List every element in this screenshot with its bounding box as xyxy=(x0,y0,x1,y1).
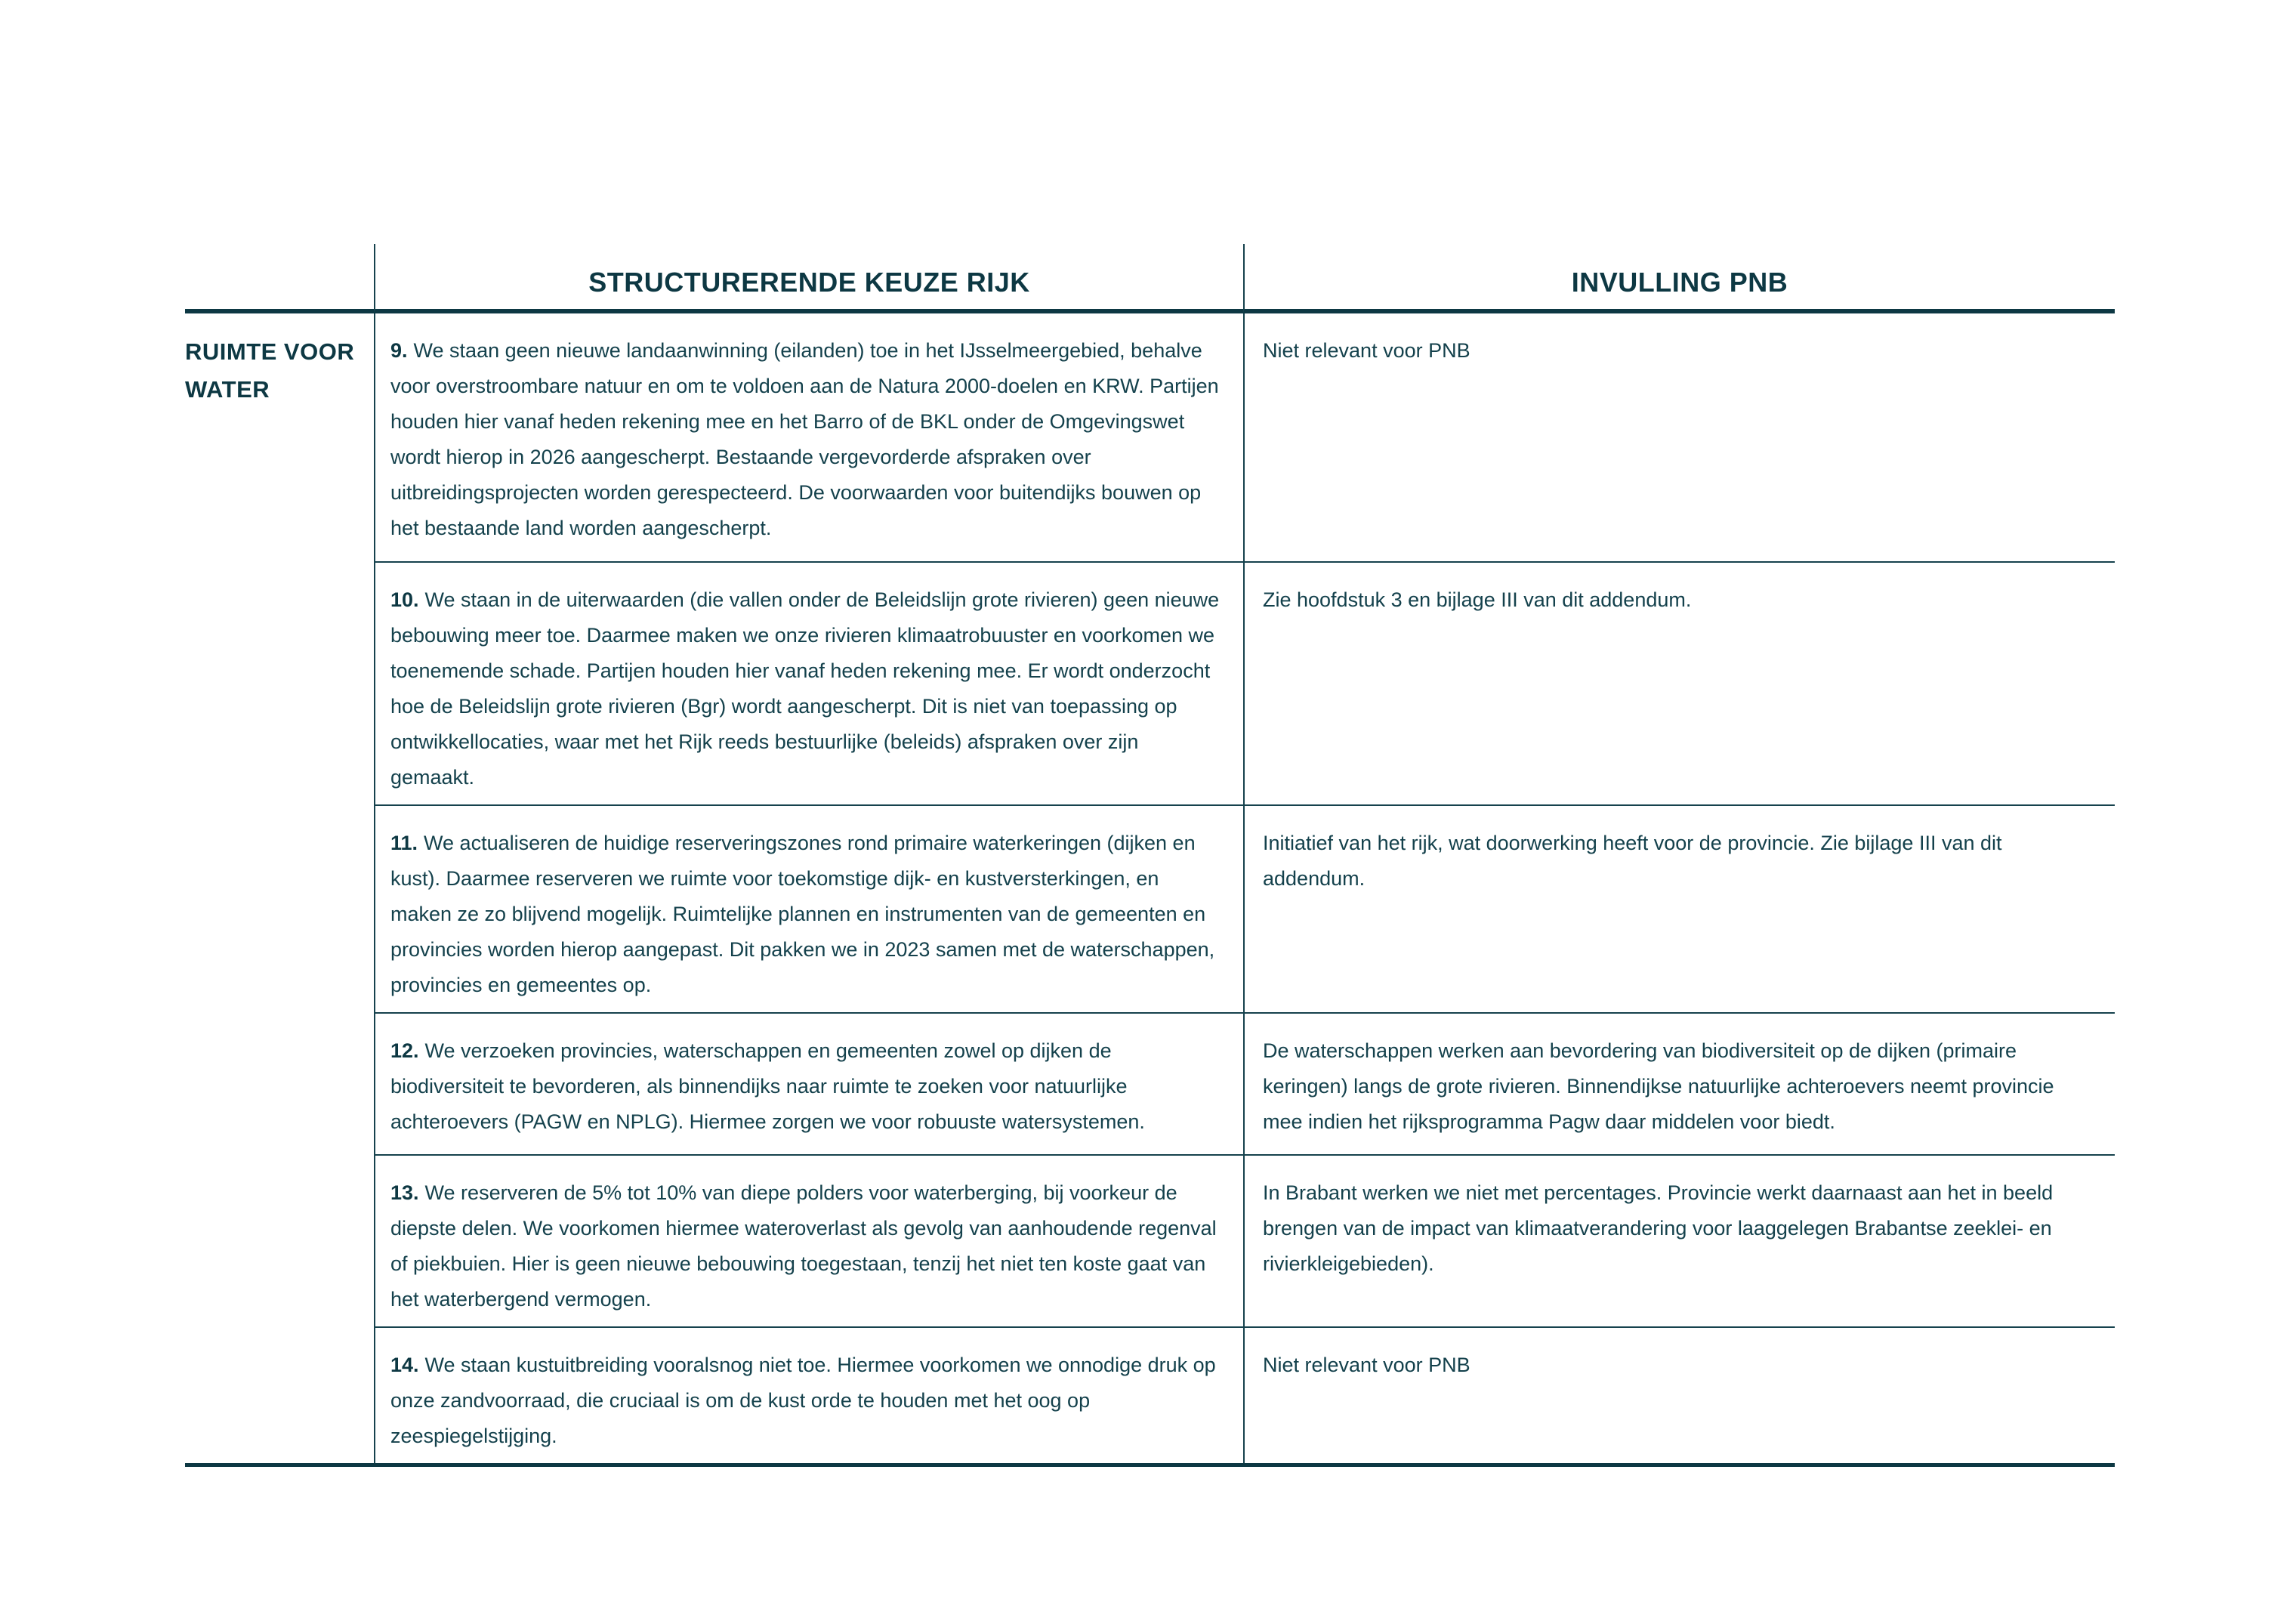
invulling-cell-12 xyxy=(1243,1012,2115,1154)
invulling-text: De waterschappen werken aan bevordering van biodiversiteit op de dijken (primaire keringen) langs de grote rivieren. Binnendijkse natuurlijke achteroevers neemt provincie mee indien het rijksprogramma Pagw daar middelen voor biedt. xyxy=(1263,1039,2054,1133)
label-column-header xyxy=(185,244,374,313)
label-spacer xyxy=(185,1154,374,1326)
invulling-text: In Brabant werken we niet met percentages. Provincie werkt daarnaast aan het in beeld brengen van de impact van klimaatverandering voor laaggelegen Brabantse zeeklei- en rivierkleigebieden). xyxy=(1263,1181,2054,1275)
keuze-cell-11 xyxy=(374,804,1243,1012)
keuze-text: We actualiseren de huidige reserveringszones rond primaire waterkeringen (dijken en kust). Daarmee reserveren we ruimte voor toekomstige dijk- en kustversterkingen, en maken ze zo blijvend mogelijk. Ruimtelijke plannen en instrumenten van de gemeenten en provincies worden hierop aangepast. Dit pakken we in 2023 samen met de waterschappen, provincies en gemeentes op. xyxy=(390,832,1215,996)
label-spacer xyxy=(185,1012,374,1154)
invulling-cell-14 xyxy=(1243,1326,2115,1463)
row-number: 10. xyxy=(390,588,419,611)
structurerende-keuze-table xyxy=(185,244,2115,1467)
keuze-text: We staan geen nieuwe landaanwinning (eilanden) toe in het IJsselmeergebied, behalve voor overstroombare natuur en om te voldoen aan de Natura 2000-doelen en KRW. Partijen houden hier vanaf heden rekening mee en het Barro of de BKL onder de Omgevingswet wordt hierop in 2026 aangescherpt. Bestaande vergevorderde afspraken over uitbreidingsprojecten worden gerespecteerd. De voorwaarden voor buitendijks bouwen op het bestaande land worden aangescherpt. xyxy=(390,339,1219,539)
invulling-text: Initiatief van het rijk, wat doorwerking heeft voor de provincie. Zie bijlage III van dit addendum. xyxy=(1263,832,2002,890)
label-spacer xyxy=(185,804,374,1012)
keuze-cell-13 xyxy=(374,1154,1243,1326)
label-spacer xyxy=(185,561,374,804)
keuze-cell-14 xyxy=(374,1326,1243,1463)
invulling-text: Niet relevant voor PNB xyxy=(1263,1354,1470,1376)
keuze-text: We verzoeken provincies, waterschappen en gemeenten zowel op dijken de biodiversiteit te bevorderen, als binnendijks naar ruimte te zoeken voor natuurlijke achteroevers (PAGW en NPLG). Hiermee zorgen we voor robuuste watersystemen. xyxy=(390,1039,1145,1133)
row-number: 12. xyxy=(390,1039,419,1062)
invulling-cell-13 xyxy=(1243,1154,2115,1326)
invulling-text: Zie hoofdstuk 3 en bijlage III van dit addendum. xyxy=(1263,588,1692,611)
keuze-cell-10 xyxy=(374,561,1243,804)
row-number: 14. xyxy=(390,1354,419,1376)
row-number: 11. xyxy=(390,832,418,854)
keuze-cell-12 xyxy=(374,1012,1243,1154)
keuze-text: We staan in de uiterwaarden (die vallen onder de Beleidslijn grote rivieren) geen nieuwe bebouwing meer toe. Daarmee maken we onze rivieren klimaatrobuuster en voorkomen we toenemende schade. Partijen houden hier vanaf heden rekening mee. Er wordt onderzocht hoe de Beleidslijn grote rivieren (Bgr) wordt aangescherpt. Dit is niet van toepassing op ontwikkellocaties, waar met het Rijk reeds bestuurlijke (beleids) afspraken over zijn gemaakt. xyxy=(390,588,1220,789)
column-header-structurerende-keuze-rijk: STRUCTURERENDE KEUZE RIJK xyxy=(374,244,1243,313)
row-group-label: RUIMTE VOOR WATER xyxy=(185,338,355,403)
keuze-text: We staan kustuitbreiding vooralsnog niet toe. Hiermee voorkomen we onnodige druk op onze zandvoorraad, die cruciaal is om de kust orde te houden met het oog op zeespiegelstijging. xyxy=(390,1354,1216,1447)
invulling-text: Niet relevant voor PNB xyxy=(1263,339,1470,362)
label-spacer xyxy=(185,1326,374,1463)
keuze-cell-9 xyxy=(374,313,1243,561)
column-header-invulling-pnb: INVULLING PNB xyxy=(1243,244,2115,313)
invulling-cell-9 xyxy=(1243,313,2115,561)
invulling-cell-10 xyxy=(1243,561,2115,804)
row-number: 13. xyxy=(390,1181,419,1204)
row-number: 9. xyxy=(390,339,408,362)
keuze-text: We reserveren de 5% tot 10% van diepe polders voor waterberging, bij voorkeur de diepste delen. We voorkomen hiermee wateroverlast als gevolg van aanhoudende regenval of piekbuien. Hier is geen nieuwe bebouwing toegestaan, tenzij het niet ten koste gaat van het waterbergend vermogen. xyxy=(390,1181,1217,1311)
invulling-cell-11 xyxy=(1243,804,2115,1012)
